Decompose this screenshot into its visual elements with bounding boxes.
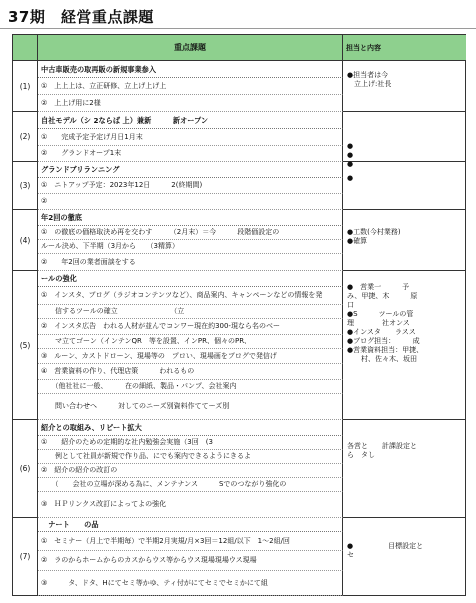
owner-line: ●営業資料担当：甲捷、 bbox=[347, 346, 424, 354]
section-heading: グランドブリランニング bbox=[38, 162, 343, 178]
task-row: ② 上上げ用に2様 bbox=[38, 95, 343, 112]
owner-line: セ bbox=[347, 551, 382, 559]
owner-line: ●ブログ担当： 成 bbox=[347, 337, 420, 345]
section-number: (4) bbox=[13, 210, 38, 271]
owner-line: ● 目標設定と bbox=[347, 542, 424, 550]
issues-table bbox=[12, 34, 466, 596]
task-row: 問い合わせへ 対してのニーズ別資料作ててーズ別 bbox=[38, 394, 343, 420]
task-row: ルール決め、下半期（3月から （3精算） bbox=[38, 240, 343, 254]
owner-line: ●工数(今村業務) bbox=[347, 228, 401, 236]
owner-line: 村、佐々木、坂田 bbox=[347, 355, 417, 363]
header-main-issues: 重点課題 bbox=[38, 35, 343, 61]
owner-line: ●S ツールの管 bbox=[347, 310, 414, 318]
task-row: 例として社員が新規で作り品、にでも案内できるようにきるよ bbox=[38, 450, 343, 464]
owner-line: 理 社オンス bbox=[347, 319, 410, 327]
owner-line: ●確算 bbox=[347, 237, 368, 245]
task-row: ② bbox=[38, 194, 343, 210]
section-heading: 自社モデル（シ 2ならば 上）兼新 新オープン bbox=[38, 112, 343, 129]
owner-line: ● bbox=[347, 142, 354, 150]
owner-content-cell bbox=[343, 210, 466, 271]
section-heading: 年2回の徹底 bbox=[38, 210, 343, 226]
section-number: (6) bbox=[13, 420, 38, 518]
task-row: ① ニトアップ予定：2023年12日 2(終期間) bbox=[38, 178, 343, 194]
owner-line: ● bbox=[347, 174, 354, 182]
task-row: ① 上上上は、立正研修、立上げ上げ上 bbox=[38, 78, 343, 95]
task-row: ② ラのからホームからのカスからウス等からウス現場現場ウス現場 bbox=[38, 551, 343, 571]
task-row: 信するツールの確立 （立 bbox=[38, 305, 343, 319]
task-row: ① セミナー（月上で半期毎）で半期2月実規/月×3回＝12組/以下 1～2組/回 bbox=[38, 532, 343, 551]
section-number: (3) bbox=[13, 162, 38, 210]
task-row: ② 紹介の紹介の改訂の bbox=[38, 464, 343, 478]
section-heading: ナート の品 bbox=[38, 518, 343, 532]
task-row: マ立てゴーン（インテンQR 等を設置、インPR、個々のPR、 bbox=[38, 335, 343, 349]
owner-content-cell bbox=[343, 518, 466, 596]
task-row: ② インスタ広告 われる人材が並んでコンワー現在約300-現なら名のベー bbox=[38, 319, 343, 335]
owner-line: 立上げ:社長 bbox=[347, 80, 392, 88]
task-row: （他社社に一般、 在の細紙、製品・パンプ、会社案内 bbox=[38, 380, 343, 394]
owner-line: ● 営業一 予 bbox=[347, 283, 410, 291]
owner-content-cell bbox=[343, 271, 466, 420]
owner-content-cell bbox=[343, 162, 466, 210]
section-number: (5) bbox=[13, 271, 38, 420]
task-row: （ 会社の立場が深める為に、メンテナンス Sでのつながり強化の bbox=[38, 478, 343, 492]
owner-line: ●担当者は今 bbox=[347, 71, 389, 79]
section-number: (7) bbox=[13, 518, 38, 596]
task-row: ④ 営業資料の作り、代理店策 われるもの bbox=[38, 364, 343, 380]
title-underline bbox=[0, 28, 476, 29]
task-row: ③ ルーン、カストドローン、現場等の プロい、現場画をブログで発信げ bbox=[38, 349, 343, 364]
task-row: ③ ＨＰリンクス改訂によってよの強化 bbox=[38, 492, 343, 518]
task-row: ③ タ、ドタ、Hにてセミ等かゆ、ティ付がにてセミでセミかにて組 bbox=[38, 571, 343, 596]
section-number: (2) bbox=[13, 112, 38, 162]
task-row: ② 年2回の業者面談をする bbox=[38, 254, 343, 271]
owner-line: ら タし bbox=[347, 451, 375, 459]
task-row: ① インスタ、ブログ（ラジオコンテンツなど）、商品案内、キャンペーンなどの情報を発 bbox=[38, 287, 343, 305]
owner-line: ● bbox=[347, 160, 354, 168]
owner-line: ● bbox=[347, 151, 354, 159]
owner-line: 口 bbox=[347, 301, 354, 309]
owner-line: 各営と 計課設定と bbox=[347, 442, 417, 450]
page-title: 37期 経営重点課題 bbox=[8, 8, 154, 26]
header-owner-content: 担当と内容 bbox=[343, 35, 466, 61]
header-number-cell bbox=[13, 35, 38, 61]
task-row: ② グランドオープ1末 bbox=[38, 146, 343, 162]
task-row: ① 紹介のための定期的な社内勉強会実施（3回 (3 bbox=[38, 436, 343, 450]
section-heading: 紹介との取組み、リピート拡大 bbox=[38, 420, 343, 436]
section-number: (1) bbox=[13, 61, 38, 112]
owner-line: み、甲捷、木 原 bbox=[347, 292, 418, 300]
owner-content-cell bbox=[343, 420, 466, 518]
section-heading: 中古車販売の取再販の新規事業参入 bbox=[38, 61, 343, 78]
task-row: ① の徹底の価格取決め再を交わす （2月末）＝今 段階価設定の bbox=[38, 226, 343, 240]
owner-content-cell bbox=[343, 112, 466, 168]
owner-line: ●インスタ ラスス bbox=[347, 328, 416, 336]
task-row: ① 完成予定予定げ月日1月末 bbox=[38, 129, 343, 146]
owner-content-cell bbox=[343, 61, 466, 112]
section-heading: ールの強化 bbox=[38, 271, 343, 287]
